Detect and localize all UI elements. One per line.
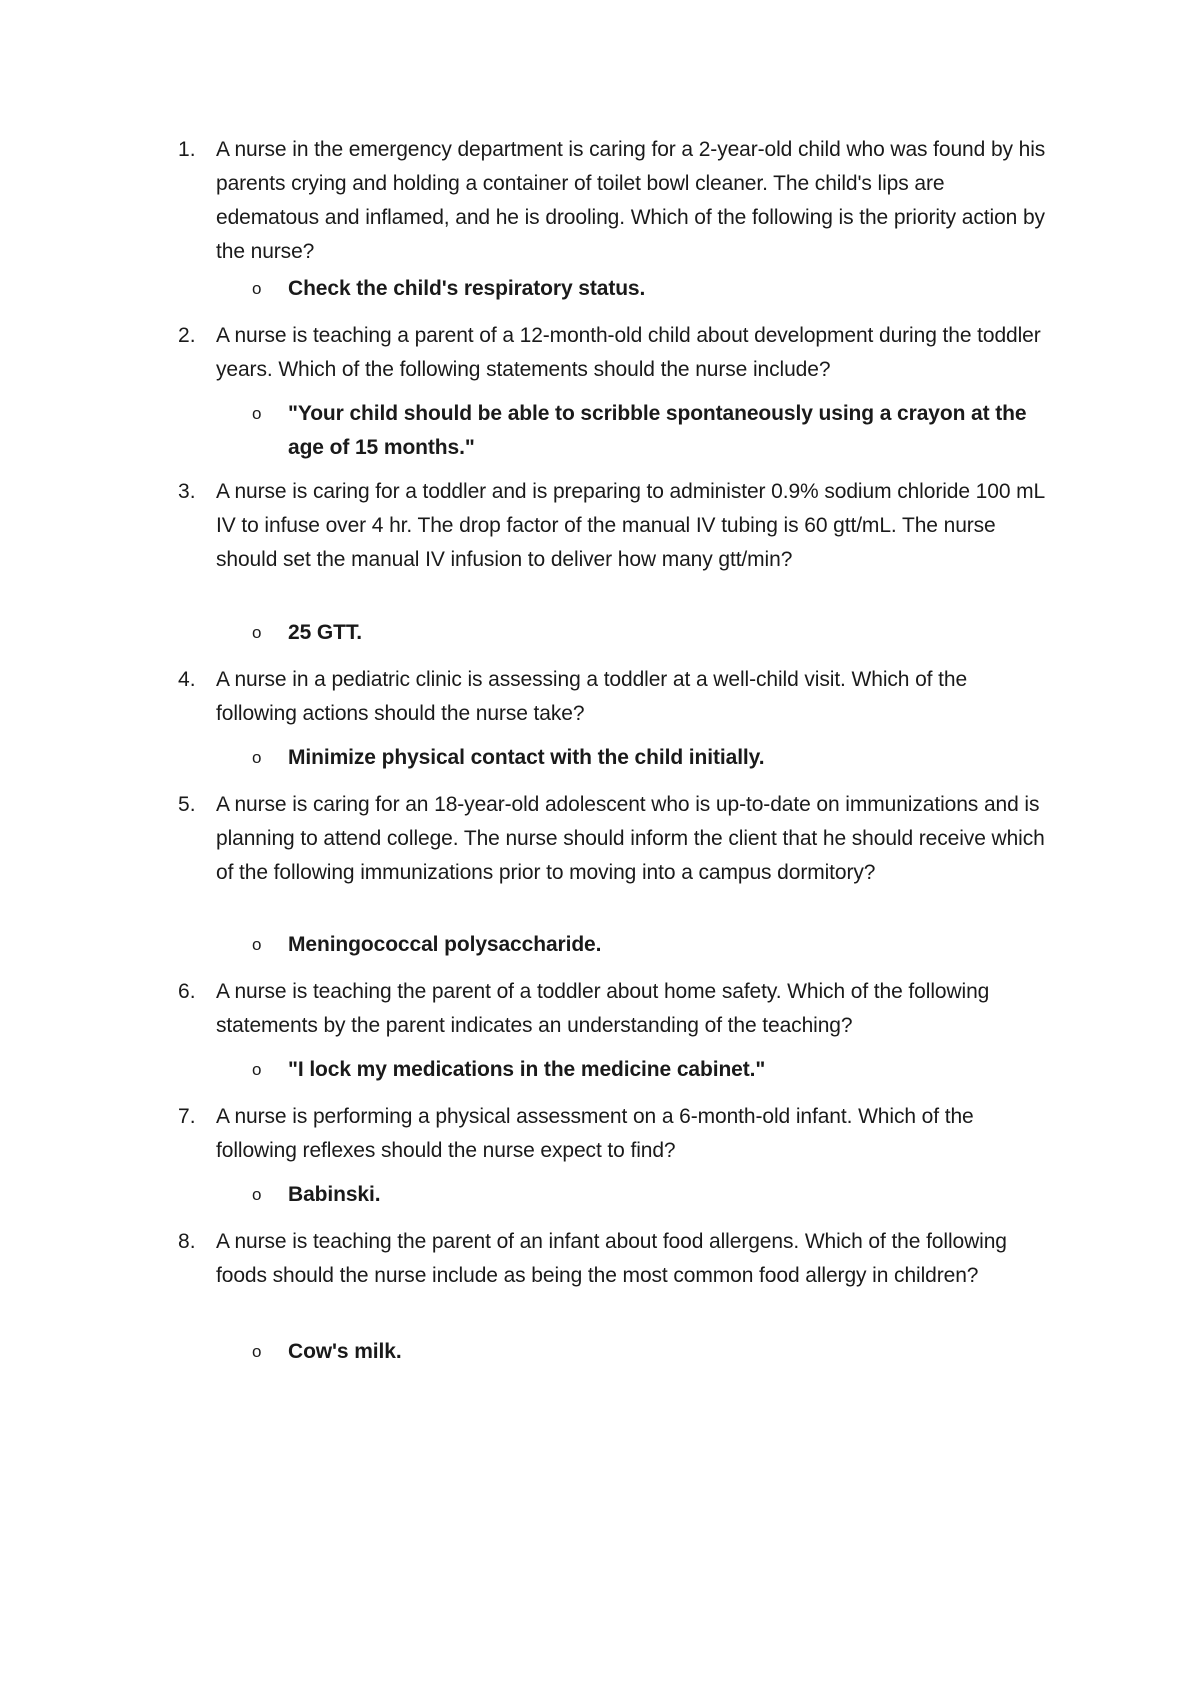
- question-number: 4.: [178, 668, 196, 691]
- question-text: A nurse is teaching the parent of a toddler about home safety. Which of the following statements by the parent indicates an understanding of the teaching?: [216, 980, 990, 1037]
- answer-text: Babinski.: [288, 1183, 381, 1206]
- answer-text: "I lock my medications in the medicine cabinet.": [288, 1058, 766, 1081]
- question-text: A nurse is caring for an 18-year-old adolescent who is up-to-date on immunizations and is planning to attend college. The nurse should inform the client that he should receive which of the following immunizations prior to moving into a campus dormitory?: [216, 793, 1045, 884]
- bullet-icon: o: [252, 935, 262, 954]
- question-number: 1.: [178, 138, 196, 161]
- bullet-icon: o: [252, 748, 262, 767]
- question-text: A nurse in the emergency department is caring for a 2-year-old child who was found by his parents crying and holding a container of toilet bowl cleaner. The child's lips are edematous and inflamed, and he is drooling. Which of the following is the priority action by the nurse?: [216, 138, 1046, 263]
- question-text: A nurse in a pediatric clinic is assessing a toddler at a well-child visit. Which of the following actions should the nurse take?: [216, 668, 968, 725]
- question-text: A nurse is caring for a toddler and is preparing to administer 0.9% sodium chloride 100 mL IV to infuse over 4 hr. The drop factor of the manual IV tubing is 60 gtt/mL. The nurse should set the manual IV infusion to deliver how many gtt/min?: [216, 480, 1045, 571]
- question-number: 3.: [178, 480, 196, 503]
- question-number: 2.: [178, 324, 196, 347]
- question-number: 8.: [178, 1230, 196, 1253]
- answer-text: "Your child should be able to scribble spontaneously using a crayon at the age of 15 months.": [288, 402, 1027, 459]
- bullet-icon: o: [252, 623, 262, 642]
- answer-text: 25 GTT.: [288, 621, 362, 644]
- answer-text: Minimize physical contact with the child initially.: [288, 746, 765, 769]
- answer-text: Meningococcal polysaccharide.: [288, 933, 602, 956]
- question-number: 5.: [178, 793, 196, 816]
- answer-text: Cow's milk.: [288, 1340, 402, 1363]
- question-text: A nurse is performing a physical assessment on a 6-month-old infant. Which of the following reflexes should the nurse expect to find?: [216, 1105, 974, 1162]
- bullet-icon: o: [252, 1342, 262, 1361]
- question-text: A nurse is teaching a parent of a 12-month-old child about development during the toddler years. Which of the following statements should the nurse include?: [216, 324, 1041, 381]
- question-number: 7.: [178, 1105, 196, 1128]
- bullet-icon: o: [252, 1185, 262, 1204]
- question-text: A nurse is teaching the parent of an infant about food allergens. Which of the following foods should the nurse include as being the most common food allergy in children?: [216, 1230, 1007, 1287]
- answer-text: Check the child's respiratory status.: [288, 277, 646, 300]
- question-number: 6.: [178, 980, 196, 1003]
- bullet-icon: o: [252, 1060, 262, 1079]
- bullet-icon: o: [252, 404, 262, 423]
- bullet-icon: o: [252, 279, 262, 298]
